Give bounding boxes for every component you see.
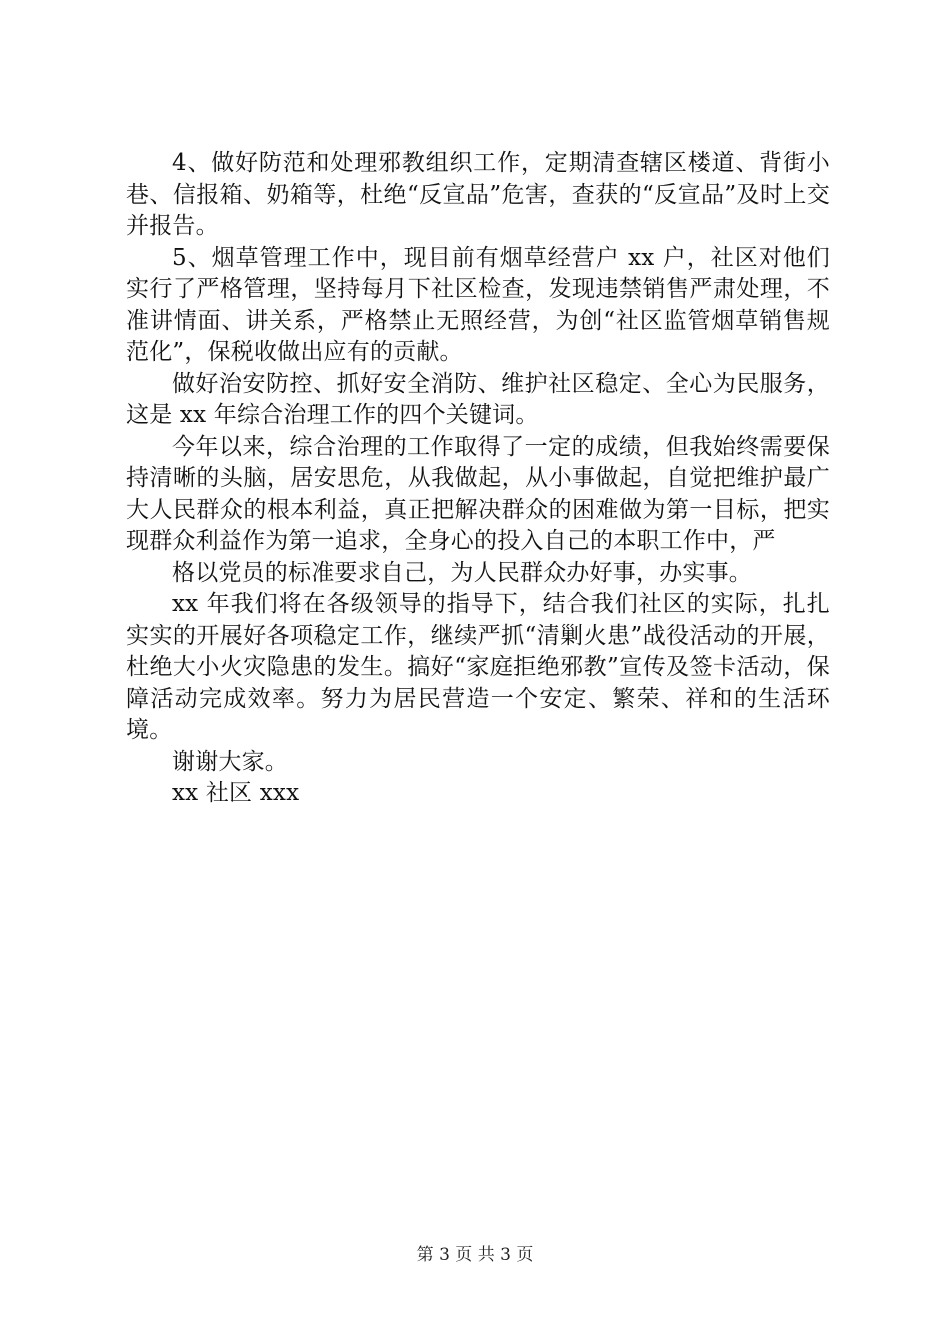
paragraph-anti-cult-work: 4、做好防范和处理邪教组织工作，定期清查辖区楼道、背街小巷、信报箱、奶箱等，杜绝“反宣品”危害，查获的“反宣品”及时上交并报告。 — [126, 150, 830, 239]
page-number-footer: 第 3 页 共 3 页 — [416, 1245, 534, 1265]
paragraph-next-year-plan: xx 年我们将在各级领导的指导下，结合我们社区的实际，扎扎实实的开展好各项稳定工作，继续严抓“清剿火患”战役活动的开展，杜绝大小火灾隐患的发生。搞好“家庭拒绝邪教”宣传及签卡活动，保障活动完成效率。努力为居民营造一个安定、繁荣、祥和的生活环境。 — [126, 591, 830, 743]
paragraph-thanks: 谢谢大家。 — [172, 748, 288, 775]
paragraph-achievements: 今年以来，综合治理的工作取得了一定的成绩，但我始终需要保持清晰的头脑，居安思危，从我做起，从小事做起，自觉把维护最广大人民群众的根本利益，真正把解决群众的困难做为第一目标，把实现群众利益作为第一追求，全身心的投入自己的本职工作中，严 — [126, 433, 830, 554]
document-body — [126, 148, 830, 810]
paragraph-signature: xx 社区 xxx — [172, 780, 300, 806]
paragraph-party-standard: 格以党员的标准要求自己，为人民群众办好事，办实事。 — [172, 559, 752, 586]
paragraph-keywords: 做好治安防控、抓好安全消防、维护社区稳定、全心为民服务，这是 xx 年综合治理工作的四个关键词。 — [126, 370, 830, 428]
paragraph-tobacco-management: 5、烟草管理工作中，现目前有烟草经营户 xx 户，社区对他们实行了严格管理，坚持每月下社区检查，发现违禁销售严肃处理，不准讲情面、讲关系，严格禁止无照经营，为创“社区监管烟草销售规范化”，保税收做出应有的贡献。 — [126, 244, 830, 365]
